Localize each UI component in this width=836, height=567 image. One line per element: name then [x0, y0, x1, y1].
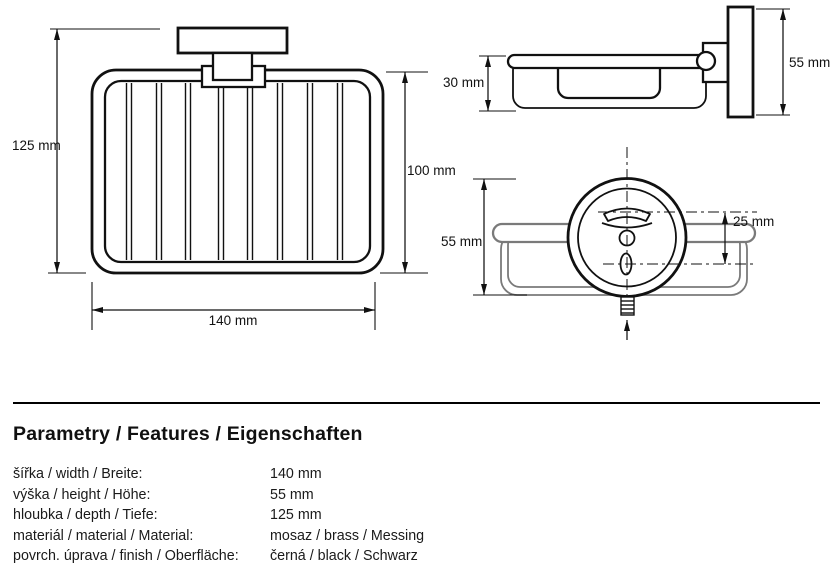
param-label-depth: hloubka / depth / Tiefe:	[13, 507, 158, 524]
dim-label-depth-125: 125 mm	[12, 138, 61, 153]
basket-outer-frame	[92, 70, 383, 273]
table-row	[13, 505, 653, 526]
set-screw	[621, 297, 634, 315]
param-value-height: 55 mm	[270, 486, 314, 503]
param-label-width: šířka / width / Breite:	[13, 466, 143, 482]
dim-label-overall-height-55: 55 mm	[441, 234, 483, 249]
table-row	[13, 526, 653, 547]
table-row	[13, 546, 653, 567]
parameters-table	[13, 464, 653, 567]
dim-label-plate-height-55: 55 mm	[789, 55, 831, 70]
param-value-width: 140 mm	[270, 466, 322, 482]
param-label-finish: povrch. úprava / finish / Oberfläche:	[13, 548, 239, 565]
wall-plate-front	[178, 28, 287, 53]
table-row	[13, 464, 653, 485]
pivot-joint-side	[697, 52, 715, 70]
section-divider	[13, 402, 820, 404]
back-view-drawing	[493, 147, 757, 340]
wall-plate-side	[728, 7, 753, 117]
dim-label-height-100: 100 mm	[407, 163, 456, 178]
dim-label-width-140: 140 mm	[208, 313, 258, 328]
dim-label-hole-spacing-25: 25 mm	[733, 214, 775, 229]
param-value-finish: černá / black / Schwarz	[270, 548, 418, 565]
parameters-heading: Parametry / Features / Eigenschaften	[13, 423, 363, 445]
mount-neck-front	[213, 53, 252, 80]
basket-rim-side	[508, 55, 713, 68]
front-view-drawing	[92, 28, 383, 273]
param-label-material: materiál / material / Material:	[13, 527, 194, 544]
param-label-height: výška / height / Höhe:	[13, 486, 151, 503]
param-value-depth: 125 mm	[270, 507, 322, 524]
param-value-material: mosaz / brass / Messing	[270, 527, 425, 544]
table-row	[13, 485, 653, 506]
dim-label-basket-height-30: 30 mm	[443, 75, 485, 90]
side-view-drawing	[508, 7, 753, 117]
